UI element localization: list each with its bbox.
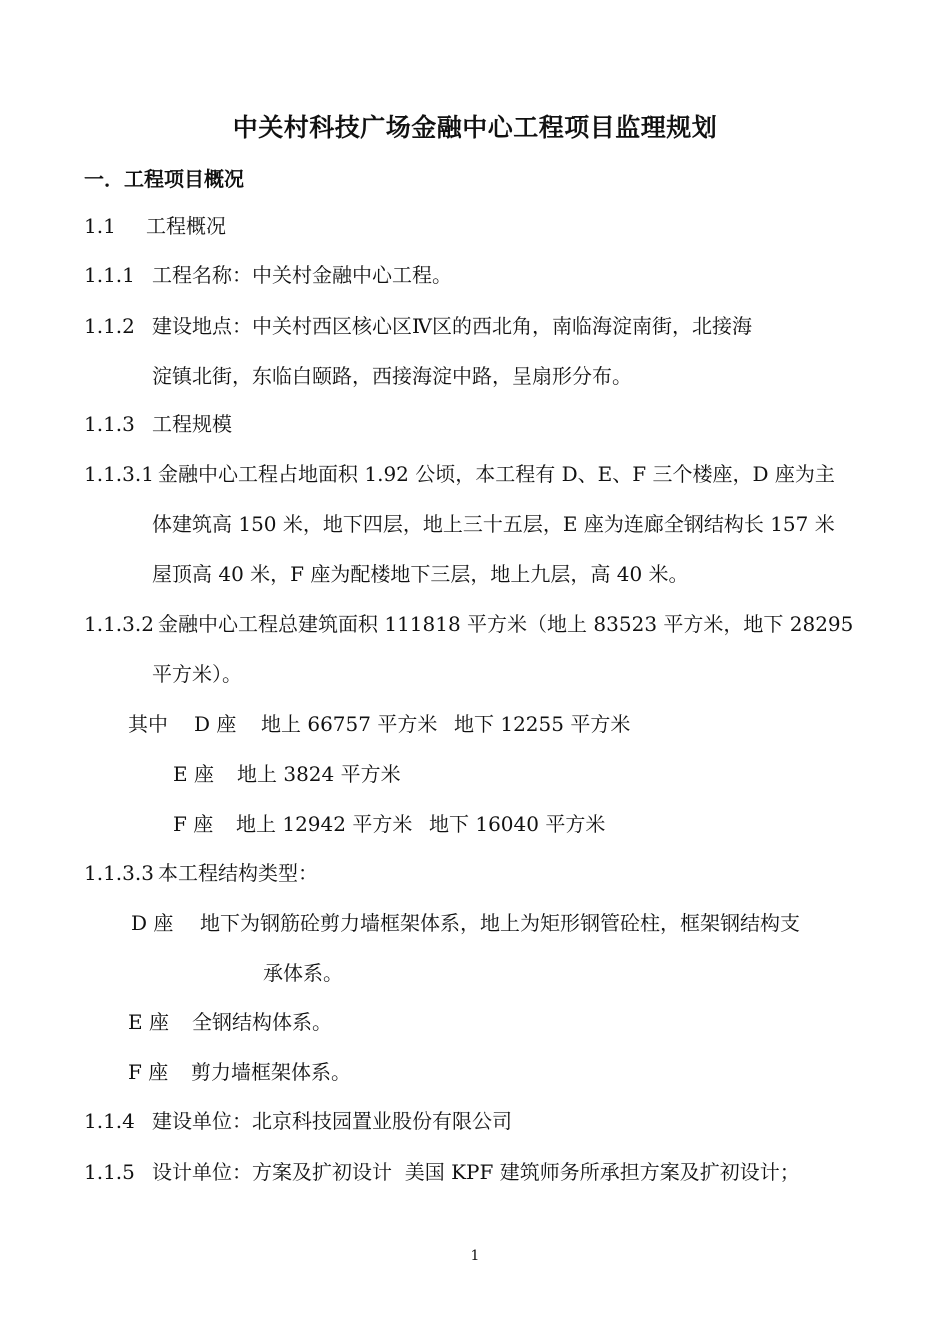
heading-1-1-text: 工程概况 — [146, 214, 226, 238]
area-above-ground: 地上 12942 平方米 — [236, 812, 413, 836]
item-1-1-1 — [84, 262, 452, 288]
item-1-1-5-number: 1.1.5 — [84, 1160, 135, 1184]
item-1-1-2-text-line-1: 建设地点：中关村西区核心区Ⅳ区的西北角，南临海淀南街，北接海 — [152, 314, 752, 338]
item-1-1-3-3-text: 本工程结构类型： — [158, 861, 318, 885]
item-1-1-1-text: 工程名称：中关村金融中心工程。 — [152, 263, 452, 287]
item-1-1-2-number: 1.1.2 — [84, 314, 135, 338]
area-prefix: 其中 — [128, 712, 168, 736]
item-1-1-3-number: 1.1.3 — [84, 412, 135, 436]
area-block-label: D 座 — [194, 712, 237, 736]
item-1-1-3-3 — [84, 860, 318, 886]
area-above-ground: 地上 3824 平方米 — [237, 762, 401, 786]
page-number: 1 — [470, 1248, 480, 1264]
item-1-1-3-2-text-line-2: 平方米）。 — [152, 662, 242, 686]
item-1-1-3-2-number: 1.1.3.2 — [84, 612, 154, 636]
area-row-e — [173, 761, 401, 787]
item-1-1-3-2-text-line-1: 金融中心工程总建筑面积 111818 平方米（地上 83523 平方米，地下 28295 — [158, 612, 854, 636]
item-1-1-3-3-number: 1.1.3.3 — [84, 861, 154, 885]
structure-block-label: D 座 — [131, 911, 174, 935]
heading-1-1-number: 1.1 — [84, 214, 116, 238]
area-above-ground: 地上 66757 平方米 — [261, 712, 438, 736]
item-1-1-2 — [84, 313, 752, 339]
structure-row-d — [131, 910, 800, 936]
structure-row-e — [128, 1009, 332, 1035]
structure-desc-line-2: 承体系。 — [263, 961, 343, 985]
area-below-ground: 地下 16040 平方米 — [429, 812, 606, 836]
item-1-1-4 — [84, 1108, 512, 1134]
area-block-label: F 座 — [173, 812, 214, 836]
structure-block-label: F 座 — [128, 1060, 169, 1084]
section-heading: 一．工程项目概况 — [84, 167, 244, 191]
structure-desc-line-1: 地下为钢筋砼剪力墙框架体系，地上为矩形钢管砼柱，框架钢结构支 — [200, 911, 800, 935]
item-1-1-3-2 — [84, 611, 854, 637]
item-1-1-3-1-text-line-3: 屋顶高 40 米，F 座为配楼地下三层，地上九层，高 40 米。 — [152, 562, 689, 586]
item-1-1-1-number: 1.1.1 — [84, 263, 135, 287]
heading-1-1 — [84, 213, 226, 239]
item-1-1-3-1 — [84, 461, 835, 487]
area-block-label: E 座 — [173, 762, 214, 786]
item-1-1-3-text: 工程规模 — [152, 412, 232, 436]
item-1-1-2-text-line-2: 淀镇北街，东临白颐路，西接海淀中路，呈扇形分布。 — [152, 364, 632, 388]
item-1-1-3-1-text-line-1: 金融中心工程占地面积 1.92 公顷，本工程有 D、E、F 三个楼座，D 座为主 — [158, 462, 835, 486]
item-1-1-4-text: 建设单位：北京科技园置业股份有限公司 — [152, 1109, 512, 1133]
area-row-f — [173, 811, 606, 837]
item-1-1-3-1-text-line-2: 体建筑高 150 米，地下四层，地上三十五层，E 座为连廊全钢结构长 157 米 — [152, 512, 835, 536]
item-1-1-3 — [84, 411, 232, 437]
structure-row-f — [128, 1059, 351, 1085]
item-1-1-4-number: 1.1.4 — [84, 1109, 135, 1133]
item-1-1-5 — [84, 1159, 800, 1185]
structure-desc: 剪力墙框架体系。 — [191, 1060, 351, 1084]
area-below-ground: 地下 12255 平方米 — [454, 712, 631, 736]
item-1-1-5-text: 设计单位：方案及扩初设计 美国 KPF 建筑师务所承担方案及扩初设计； — [152, 1160, 800, 1184]
item-1-1-3-1-number: 1.1.3.1 — [84, 462, 154, 486]
area-row-d — [128, 711, 631, 737]
document-title: 中关村科技广场金融中心工程项目监理规划 — [232, 113, 718, 142]
structure-block-label: E 座 — [128, 1010, 169, 1034]
structure-desc: 全钢结构体系。 — [192, 1010, 332, 1034]
